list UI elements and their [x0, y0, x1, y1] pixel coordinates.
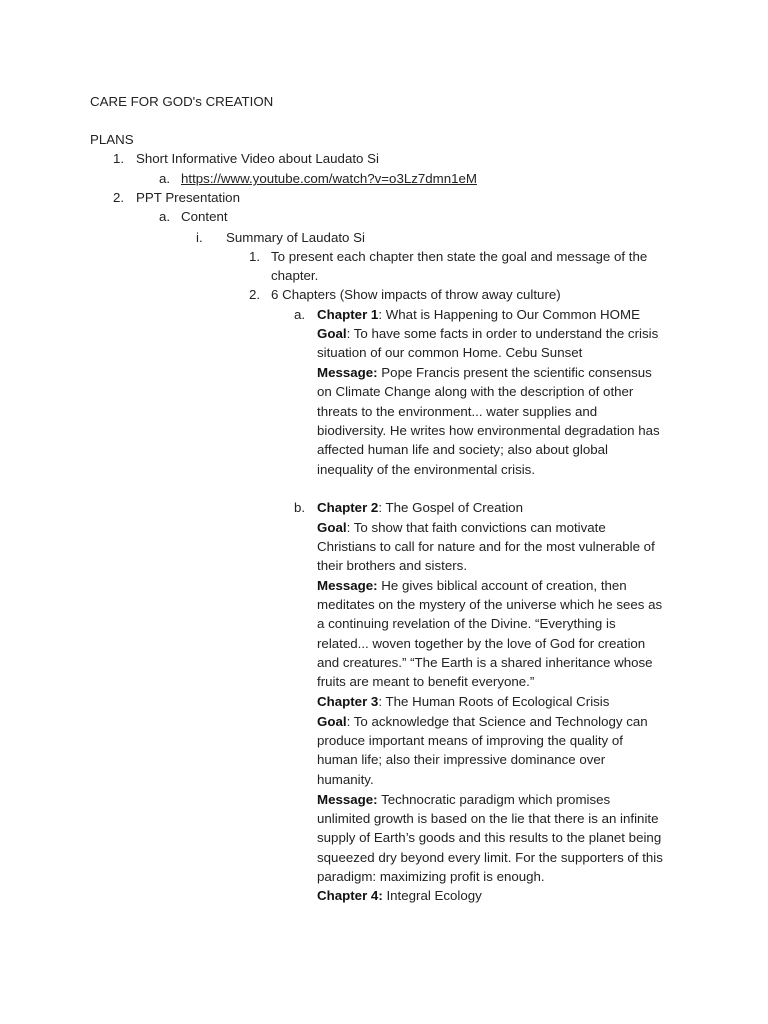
chapter-1-message-line: on Climate Change along with the description of other — [317, 384, 634, 399]
document-title: CARE FOR GOD's CREATION — [90, 94, 274, 109]
list-number: 1. — [113, 151, 125, 166]
list-number: 2. — [113, 190, 125, 205]
chapter-2-message-line: and creatures.” “The Earth is a shared inheritance whose — [317, 655, 653, 670]
chapter-1-message-line: inequality of the environmental crisis. — [317, 462, 536, 477]
list-roman: i. — [196, 230, 203, 245]
goal-text: : To acknowledge that Science and Technology can — [346, 714, 648, 729]
chapter-2-title: : The Gospel of Creation — [378, 500, 523, 515]
chapter-3-goal-line: humanity. — [317, 772, 374, 787]
chapter-1-goal-line-2: situation of our common Home. Cebu Sunset — [317, 345, 583, 360]
chapter-3-goal-line: human life; also their impressive dominance over — [317, 752, 606, 767]
chapter-2-message-line: a continuing revelation of the Divine. “Everything is — [317, 616, 616, 631]
sub1-line-1: To present each chapter then state the goal and message of the — [271, 249, 648, 264]
message-label: Message: — [317, 578, 378, 593]
sub2-text: 6 Chapters (Show impacts of throw away culture) — [271, 287, 561, 302]
youtube-link-wrapper — [181, 169, 477, 188]
message-text: Technocratic paradigm which promises — [377, 792, 611, 807]
goal-label: Goal — [317, 714, 347, 729]
chapter-1-message-line: threats to the environment... water supplies and — [317, 404, 598, 419]
chapter-3-message-line: squeezed dry beyond every limit. For the supporters of this — [317, 850, 663, 865]
list-item-summary: Summary of Laudato Si — [226, 230, 365, 245]
goal-text: : To show that faith convictions can motivate — [346, 520, 606, 535]
chapter-1-heading — [317, 305, 640, 324]
chapter-3-goal — [317, 712, 648, 731]
youtube-link[interactable]: https://www.youtube.com/watch?v=o3Lz7dmn1eM — [181, 171, 478, 186]
sub1-line-2: chapter. — [271, 268, 319, 283]
chapter-3-title: : The Human Roots of Ecological Crisis — [378, 694, 610, 709]
chapter-2-message-line: fruits are meant to benefit everyone.” — [317, 674, 535, 689]
chapter-1-label: Chapter 1 — [317, 307, 379, 322]
list-item-content: Content — [181, 209, 228, 224]
message-label: Message: — [317, 792, 378, 807]
list-item-ppt: PPT Presentation — [136, 190, 240, 205]
message-label: Message: — [317, 365, 378, 380]
chapter-3-message-line: paradigm: maximizing profit is enough. — [317, 869, 545, 884]
chapter-1-goal — [317, 324, 658, 343]
chapter-4-heading — [317, 886, 482, 905]
list-number: 2. — [249, 287, 261, 302]
chapter-2-label: Chapter 2 — [317, 500, 379, 515]
list-letter: a. — [159, 171, 171, 186]
chapter-3-message-line: unlimited growth is based on the lie that there is an infinite — [317, 811, 659, 826]
chapter-1-message-line: affected human life and society; also about global — [317, 442, 609, 457]
chapter-1-title: : What is Happening to Our Common HOME — [378, 307, 640, 322]
message-text: Pope Francis present the scientific consensus — [377, 365, 652, 380]
chapter-3-heading — [317, 692, 609, 711]
plans-heading: PLANS — [90, 132, 134, 147]
list-letter: a. — [294, 307, 306, 322]
chapter-4-title: Integral Ecology — [382, 888, 482, 903]
list-letter: b. — [294, 500, 306, 515]
list-number: 1. — [249, 249, 261, 264]
chapter-3-goal-line: produce important means of improving the quality of — [317, 733, 623, 748]
chapter-3-message — [317, 790, 610, 809]
chapter-2-heading — [317, 498, 523, 517]
message-text: He gives biblical account of creation, then — [377, 578, 627, 593]
chapter-2-message-line: related... woven together by the love of God for creation — [317, 636, 646, 651]
chapter-4-label: Chapter 4: — [317, 888, 383, 903]
chapter-2-goal-line: their brothers and sisters. — [317, 558, 468, 573]
chapter-2-goal — [317, 518, 606, 537]
chapter-3-label: Chapter 3 — [317, 694, 379, 709]
goal-label: Goal — [317, 520, 347, 535]
chapter-1-message — [317, 363, 652, 382]
list-letter: a. — [159, 209, 171, 224]
goal-label: Goal — [317, 326, 347, 341]
chapter-3-message-line: supply of Earth’s goods and this results to the planet being — [317, 830, 662, 845]
goal-text: : To have some facts in order to understand the crisis — [346, 326, 659, 341]
chapter-2-goal-line: Christians to call for nature and for the most vulnerable of — [317, 539, 655, 554]
chapter-1-message-line: biodiversity. He writes how environmental degradation has — [317, 423, 660, 438]
list-item-video: Short Informative Video about Laudato Si — [136, 151, 379, 166]
chapter-2-message-line: meditates on the mystery of the universe which he sees as — [317, 597, 663, 612]
chapter-2-message — [317, 576, 627, 595]
